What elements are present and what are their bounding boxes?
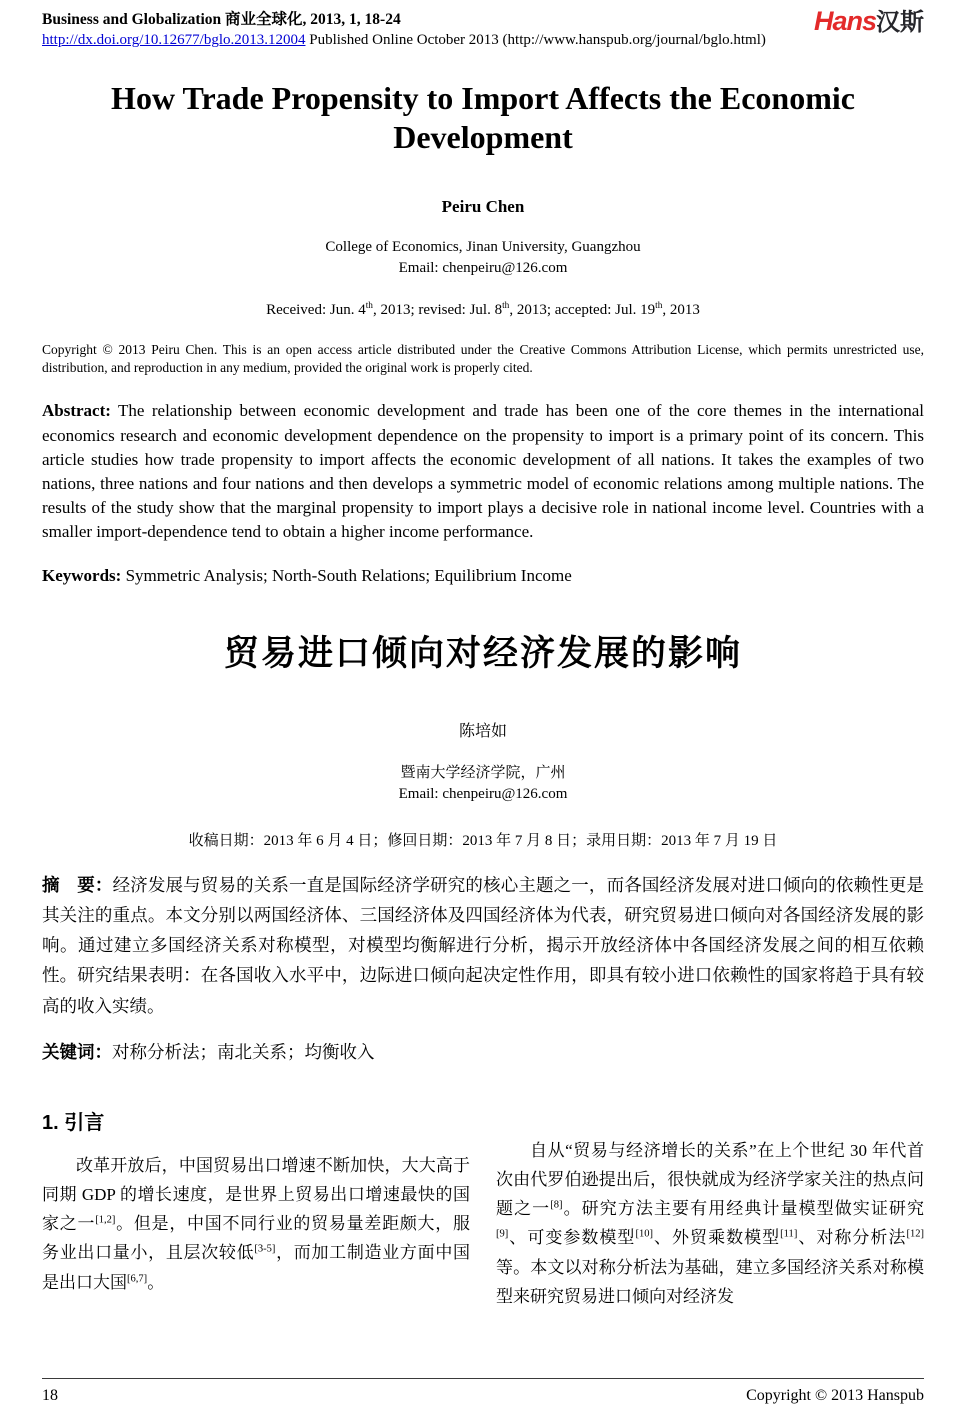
body-columns — [42, 1106, 924, 1311]
affiliation-block — [42, 237, 924, 278]
journal-title: Business and Globalization 商业全球化, 2013, 1, 18-24 — [42, 11, 401, 28]
cn-keywords-label: 关键词： — [42, 1041, 112, 1062]
cn-paper-title: 贸易进口倾向对经济发展的影响 — [223, 634, 742, 674]
cn-abstract — [42, 870, 924, 1020]
intro-paragraph-left: 改革开放后，中国贸易出口增速不断加快，大大高于同期 GDP 的增长速度，是世界上贸易出口增速最快的国家之一[1,2]。但是，中国不同行业的贸易量差距颇大，服务业出口量小，且层次较低[3-5]，而加工制造业方面中国是出口大国[6,7]。 — [42, 1155, 471, 1292]
cn-author-name: 陈培如 — [458, 723, 507, 741]
received-dates: Received: Jun. 4th, 2013; revised: Jul. 8th, 2013; accepted: Jul. 19th, 2013 — [266, 300, 700, 318]
author-name: Peiru Chen — [441, 197, 525, 217]
keywords-label: Keywords: — [42, 566, 122, 586]
abstract-label: Abstract: — [42, 401, 111, 421]
cn-keywords-text: 对称分析法；南北关系；均衡收入 — [112, 1041, 375, 1062]
paper-title — [42, 79, 924, 157]
paper-title-line2: Development — [393, 119, 573, 156]
cn-abstract-text: 经济发展与贸易的关系一直是国际经济学研究的核心主题之一，而各国经济发展对进口倾向的依赖性更是其关注的重点。本文分别以两国经济体、三国经济体及四国经济体为代表，研究贸易进口倾向对各国经济发展的影响。通过建立多国经济关系对称模型，对模型均衡解进行分析，揭示开放经济体中各国经济发展之间的相互依赖性。研究结果表明：在各国收入水平中，边际进口倾向起决定性作用，即具有较小进口依赖性的国家将趋于具有较高的收入实绩。 — [42, 875, 925, 1016]
hanspub-logo-cn: 汉斯 — [876, 9, 924, 36]
hanspub-logo — [814, 8, 924, 35]
right-column — [496, 1106, 924, 1311]
abstract — [42, 399, 924, 544]
section-1-heading: 1. 引言 — [42, 1111, 105, 1134]
keywords — [42, 566, 924, 586]
cn-affiliation: 暨南大学经济学院，广州 — [400, 765, 566, 782]
page-number: 18 — [42, 1387, 58, 1404]
keywords-text: Symmetric Analysis; North-South Relations; Equilibrium Income — [121, 566, 572, 586]
cn-author-email: Email: chenpeiru@126.com — [398, 786, 568, 803]
cn-received-dates: 收稿日期：2013 年 6 月 4 日；修回日期：2013 年 7 月 8 日；录用日期：2013 年 7 月 19 日 — [188, 833, 778, 850]
published-info: Published Online October 2013 (http://www.hanspub.org/journal/bglo.html) — [305, 32, 766, 49]
page-header — [42, 6, 924, 49]
left-column — [42, 1106, 470, 1311]
doi-link[interactable]: http://dx.doi.org/10.12677/bglo.2013.12004 — [42, 32, 306, 49]
footer-copyright: Copyright © 2013 Hanspub — [746, 1387, 924, 1404]
intro-paragraph-right: 自从“贸易与经济增长的关系”在上个世纪 30 年代首次由代罗伯逊提出后，很快就成为经济学家关注的热点问题之一[8]。研究方法主要有用经典计量模型做实证研究[9]、可变参数模型[10]、外贸乘数模型[11]、对称分析法[12]等。本文以对称分析法为基础，建立多国经济关系对称模型来研究贸易进口倾向对经济发 — [496, 1140, 925, 1306]
page-footer — [42, 1378, 924, 1405]
author-email: Email: chenpeiru@126.com — [398, 259, 568, 276]
paper-title-line1: How Trade Propensity to Import Affects the Economic — [111, 80, 855, 117]
affiliation: College of Economics, Jinan University, Guangzhou — [325, 239, 641, 256]
cn-keywords — [42, 1039, 924, 1064]
abstract-text: The relationship between economic development and trade has been one of the core themes in the international economics research and economic development dependence on the propensity to import is a primary point of its concern. This article studies how trade propensity to import affects the economic development of all nations. It takes the examples of two nations, three nations and four nations and then develops a symmetric model of economic relations among multiple nations. The results of the study show that the marginal propensity to import plays a decisive role in national income level. Countries with a smaller import-dependence tend to obtain a higher income performance. — [42, 401, 924, 541]
cn-affiliation-block — [42, 763, 924, 805]
header-left — [42, 10, 766, 49]
doi-line — [42, 32, 766, 49]
hanspub-logo-hans: Hans — [813, 6, 876, 36]
cn-abstract-label: 摘 要： — [42, 875, 113, 896]
copyright-notice: Copyright © 2013 Peiru Chen. This is an open access article distributed under the Creative Commons Attribution License, which permits unrestricted use, distribution, and reproduction in any medium, provided the original work is properly cited. — [42, 341, 924, 376]
